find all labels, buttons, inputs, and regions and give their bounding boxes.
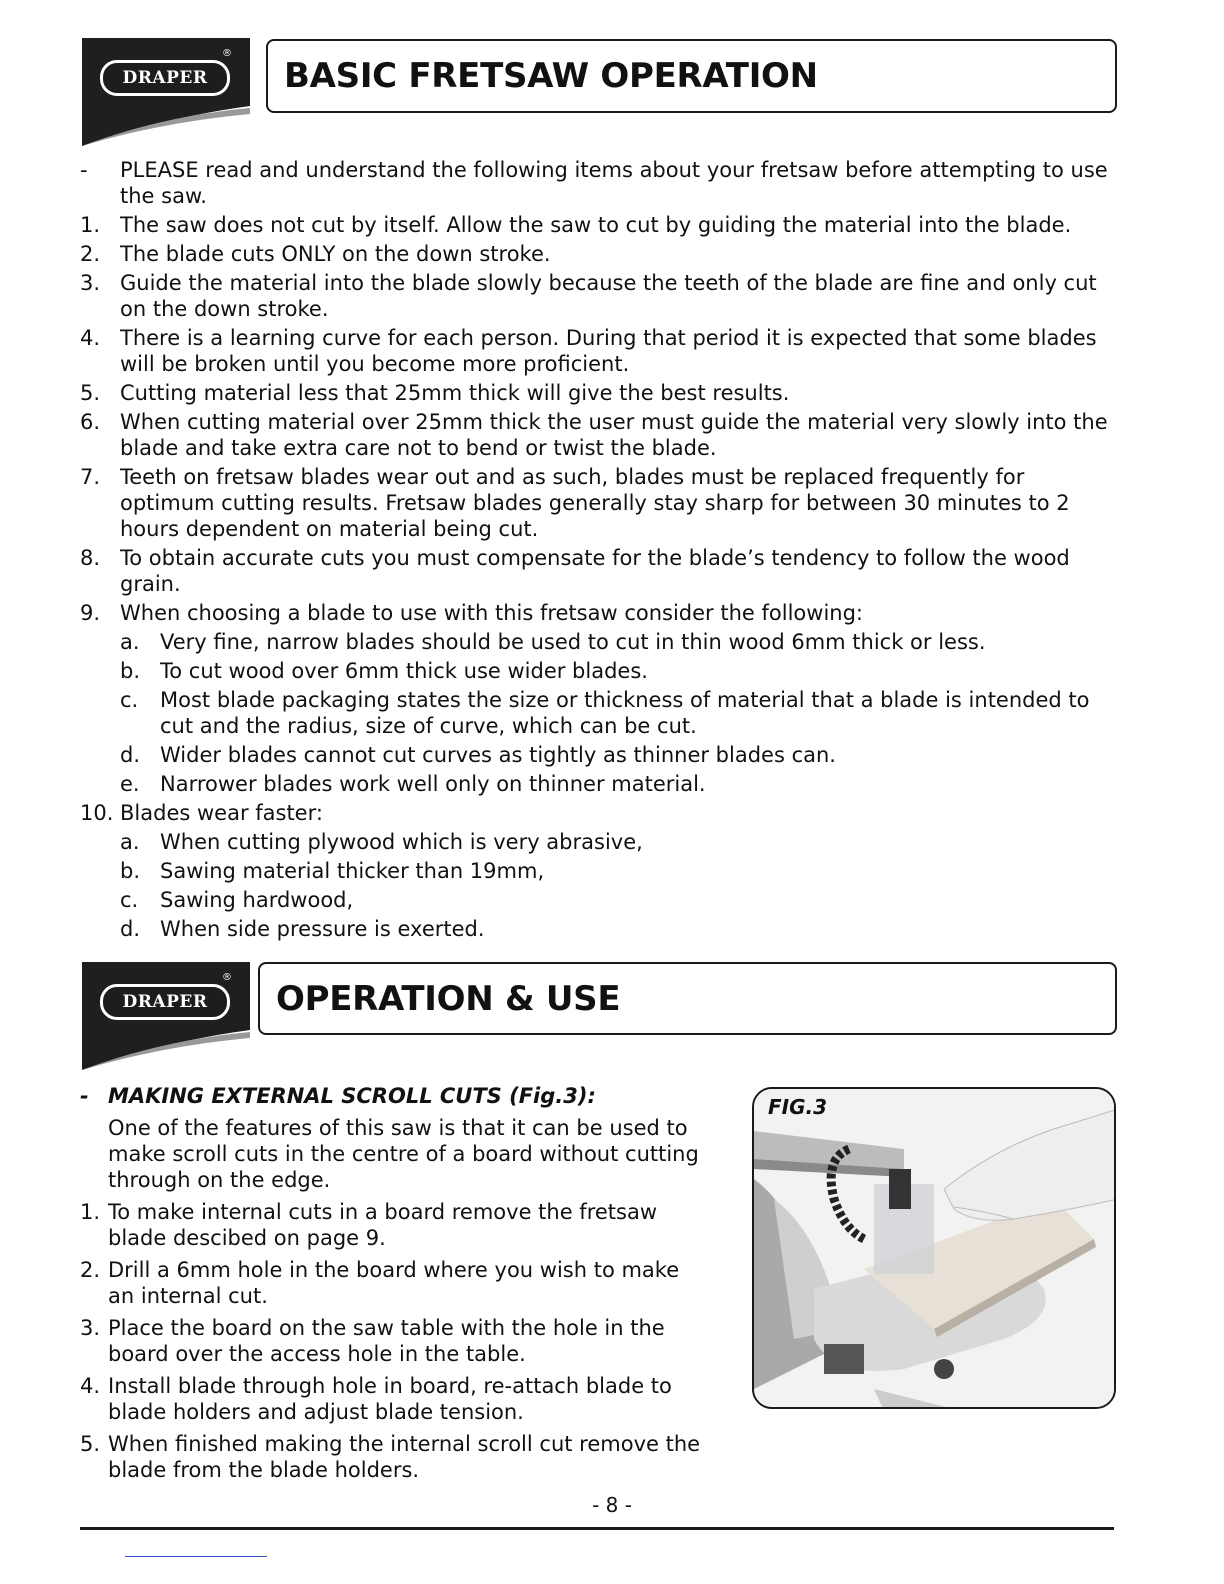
item-text: There is a learning curve for each person. During that period it is expected that some blades will be broken until you become more proficient. (120, 326, 1097, 376)
page-number: - 8 - (592, 1493, 632, 1517)
figure-label: FIG.3 (768, 1095, 828, 1119)
footer-divider (80, 1527, 1114, 1530)
sub-item-text: Sawing hardwood, (160, 888, 354, 912)
step-number: 1. (80, 1200, 101, 1224)
sub-list-item (80, 858, 1120, 884)
draper-logo (82, 962, 250, 1070)
sub-item-text: Very fine, narrow blades should be used to cut in thin wood 6mm thick or less. (160, 630, 986, 654)
list-item (80, 800, 1120, 826)
step-item (80, 1373, 710, 1425)
sub-item-letter: b. (120, 859, 141, 883)
step-text: When finished making the internal scroll cut remove the blade from the blade holders. (108, 1432, 701, 1482)
heading-text: MAKING EXTERNAL SCROLL CUTS (Fig.3): (108, 1084, 596, 1108)
heading-dash: - (80, 1084, 89, 1108)
step-text: Install blade through hole in board, re-attach blade to blade holders and adjust blade tension. (108, 1374, 672, 1424)
sub-list-item (80, 687, 1120, 739)
item-marker: - (80, 158, 88, 182)
sub-list-item (80, 658, 1120, 684)
list-item (80, 212, 1120, 238)
list-item (80, 409, 1120, 461)
scroll-cuts-section (80, 1083, 710, 1489)
sub-list-item (80, 887, 1120, 913)
item-text: The blade cuts ONLY on the down stroke. (120, 242, 551, 266)
item-number: 8. (80, 546, 101, 570)
fretsaw-photo (754, 1089, 1116, 1409)
step-number: 3. (80, 1316, 101, 1340)
item-text: The saw does not cut by itself. Allow the saw to cut by guiding the material into the blade. (120, 213, 1072, 237)
section-title: BASIC FRETSAW OPERATION (284, 56, 818, 96)
draper-logo (82, 38, 250, 146)
item-number: 7. (80, 465, 101, 489)
sub-item-text: When cutting plywood which is very abrasive, (160, 830, 643, 854)
sub-item-letter: e. (120, 772, 140, 796)
sub-item-letter: d. (120, 743, 141, 767)
sub-list-item (80, 742, 1120, 768)
item-text: Teeth on fretsaw blades wear out and as such, blades must be replaced frequently for optimum cutting results. Fretsaw blades generally stay sharp for between 30 minutes to 2 hours dependent on material being cut. (120, 465, 1070, 541)
step-item (80, 1257, 710, 1309)
sub-item-text: Wider blades cannot cut curves as tightly as thinner blades can. (160, 743, 836, 767)
logo-wordmark: DRAPER (100, 984, 230, 1020)
sub-list-item (80, 829, 1120, 855)
figure-3 (752, 1087, 1116, 1409)
item-text: PLEASE read and understand the following items about your fretsaw before attempting to use the saw. (120, 158, 1108, 208)
subsection-heading (80, 1083, 710, 1109)
logo-wordmark: DRAPER (100, 60, 230, 96)
item-number: 10. (80, 801, 114, 825)
list-item (80, 241, 1120, 267)
intro-text: One of the features of this saw is that it can be used to make scroll cuts in the centre of a board without cutting through on the edge. (108, 1116, 699, 1192)
item-number: 2. (80, 242, 101, 266)
step-item (80, 1431, 710, 1483)
item-text: Cutting material less that 25mm thick will give the best results. (120, 381, 790, 405)
step-item (80, 1315, 710, 1367)
sub-item-text: Narrower blades work well only on thinner material. (160, 772, 706, 796)
sub-item-letter: d. (120, 917, 141, 941)
item-text: To obtain accurate cuts you must compensate for the blade’s tendency to follow the wood grain. (120, 546, 1070, 596)
sub-item-text: Most blade packaging states the size or thickness of material that a blade is intended to cut and the radius, size of curve, which can be cut. (160, 688, 1090, 738)
sub-item-text: To cut wood over 6mm thick use wider blades. (160, 659, 648, 683)
list-item (80, 270, 1120, 322)
registered-mark: ® (222, 48, 232, 59)
list-item (80, 600, 1120, 626)
step-number: 5. (80, 1432, 101, 1456)
step-text: Place the board on the saw table with the hole in the board over the access hole in the table. (108, 1316, 665, 1366)
intro-paragraph (80, 1115, 710, 1193)
sub-list-item (80, 916, 1120, 942)
sub-item-text: Sawing material thicker than 19mm, (160, 859, 545, 883)
item-number: 6. (80, 410, 101, 434)
item-text: Blades wear faster: (120, 801, 323, 825)
registered-mark: ® (222, 972, 232, 983)
item-text: Guide the material into the blade slowly because the teeth of the blade are fine and only cut on the down stroke. (120, 271, 1097, 321)
step-number: 2. (80, 1258, 101, 1282)
list-item (80, 380, 1120, 406)
section-header-basic-fretsaw (266, 39, 1117, 113)
item-number: 5. (80, 381, 101, 405)
item-number: 1. (80, 213, 101, 237)
sub-item-letter: b. (120, 659, 141, 683)
sub-item-letter: a. (120, 830, 140, 854)
sub-list-item (80, 629, 1120, 655)
sub-list-item (80, 771, 1120, 797)
list-item (80, 157, 1120, 209)
step-text: Drill a 6mm hole in the board where you wish to make an internal cut. (108, 1258, 680, 1308)
sub-item-letter: c. (120, 888, 139, 912)
item-text: When choosing a blade to use with this fretsaw consider the following: (120, 601, 863, 625)
section-title: OPERATION & USE (276, 979, 621, 1019)
item-number: 4. (80, 326, 101, 350)
sub-item-text: When side pressure is exerted. (160, 917, 485, 941)
item-number: 3. (80, 271, 101, 295)
footer-link-underline (125, 1556, 267, 1557)
item-number: 9. (80, 601, 101, 625)
list-item (80, 464, 1120, 542)
sub-item-letter: a. (120, 630, 140, 654)
step-item (80, 1199, 710, 1251)
sub-item-letter: c. (120, 688, 139, 712)
basic-operation-list (80, 157, 1120, 945)
step-number: 4. (80, 1374, 101, 1398)
list-item (80, 545, 1120, 597)
item-text: When cutting material over 25mm thick the user must guide the material very slowly into the blade and take extra care not to bend or twist the blade. (120, 410, 1108, 460)
list-item (80, 325, 1120, 377)
section-header-operation-use (258, 962, 1117, 1035)
step-text: To make internal cuts in a board remove the fretsaw blade descibed on page 9. (108, 1200, 658, 1250)
